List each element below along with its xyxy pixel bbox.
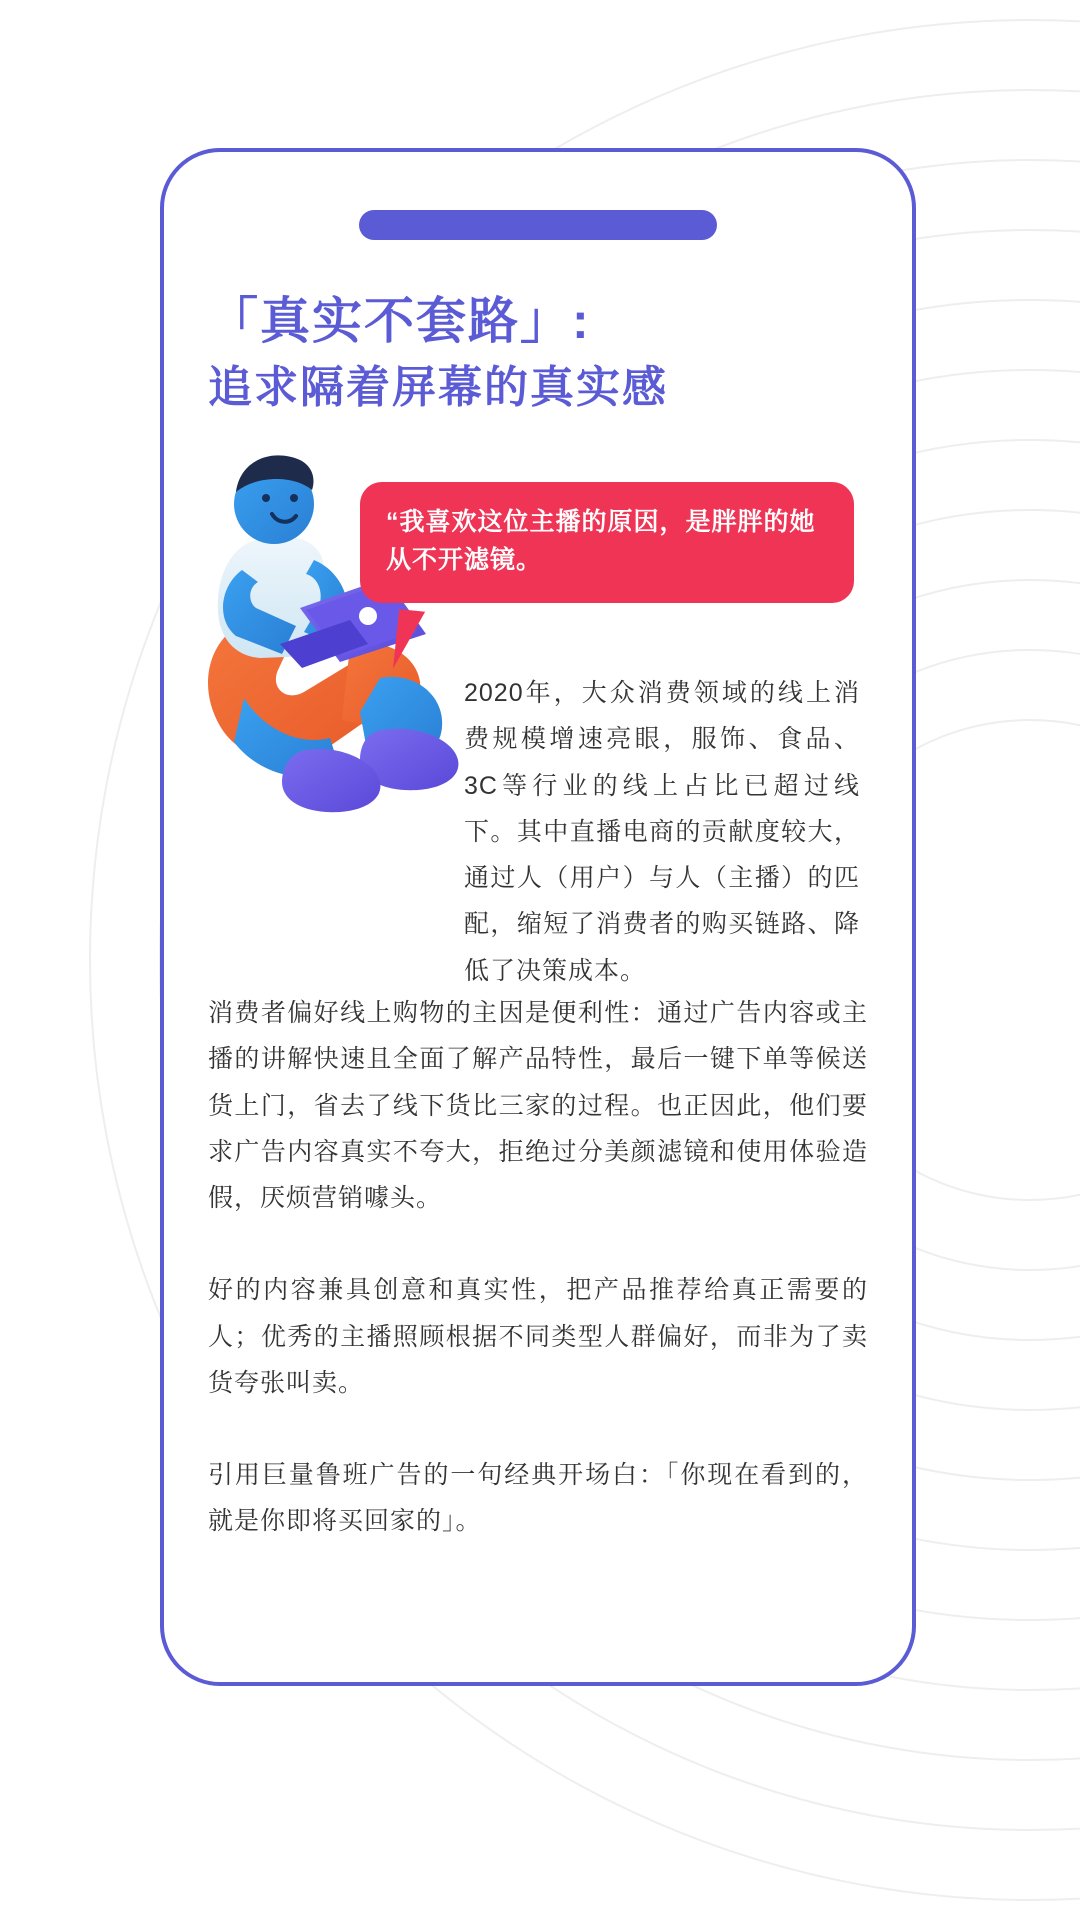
quote-bubble: “我喜欢这位主播的原因，是胖胖的她从不开滤镜。 — [360, 482, 854, 603]
body-paragraph-3: 引用巨量鲁班广告的一句经典开场白：「你现在看到的，就是你即将买回家的」。 — [208, 1461, 868, 1536]
phone-frame-card — [160, 148, 916, 1686]
body-text — [208, 990, 868, 1545]
page-title-line-2: 追求隔着屏幕的真实感 — [208, 362, 668, 412]
phone-speaker-bar — [359, 210, 717, 240]
quote-bubble-tail — [393, 609, 439, 673]
page-title-line-1: 「真实不套路」: — [208, 293, 591, 349]
body-paragraph-1: 消费者偏好线上购物的主因是便利性：通过广告内容或主播的讲解快速且全面了解产品特性，最后一键下单等候送货上门，省去了线下货比三家的过程。也正因此，他们要求广告内容真实不夸大，拒绝过分美颜滤镜和使用体验造假，厌烦营销噱头。 — [208, 999, 868, 1212]
body-paragraph-2: 好的内容兼具创意和真实性，把产品推荐给真正需要的人；优秀的主播照顾根据不同类型人群偏好，而非为了卖货夸张叫卖。 — [208, 1276, 868, 1397]
page-title — [208, 290, 878, 416]
intro-paragraph: 2020年，大众消费领域的线上消费规模增速亮眼，服饰、食品、3C等行业的线上占比已超过线下。其中直播电商的贡献度较大，通过人（用户）与人（主播）的匹配，缩短了消费者的购买链路、降低了决策成本。 — [464, 679, 860, 985]
